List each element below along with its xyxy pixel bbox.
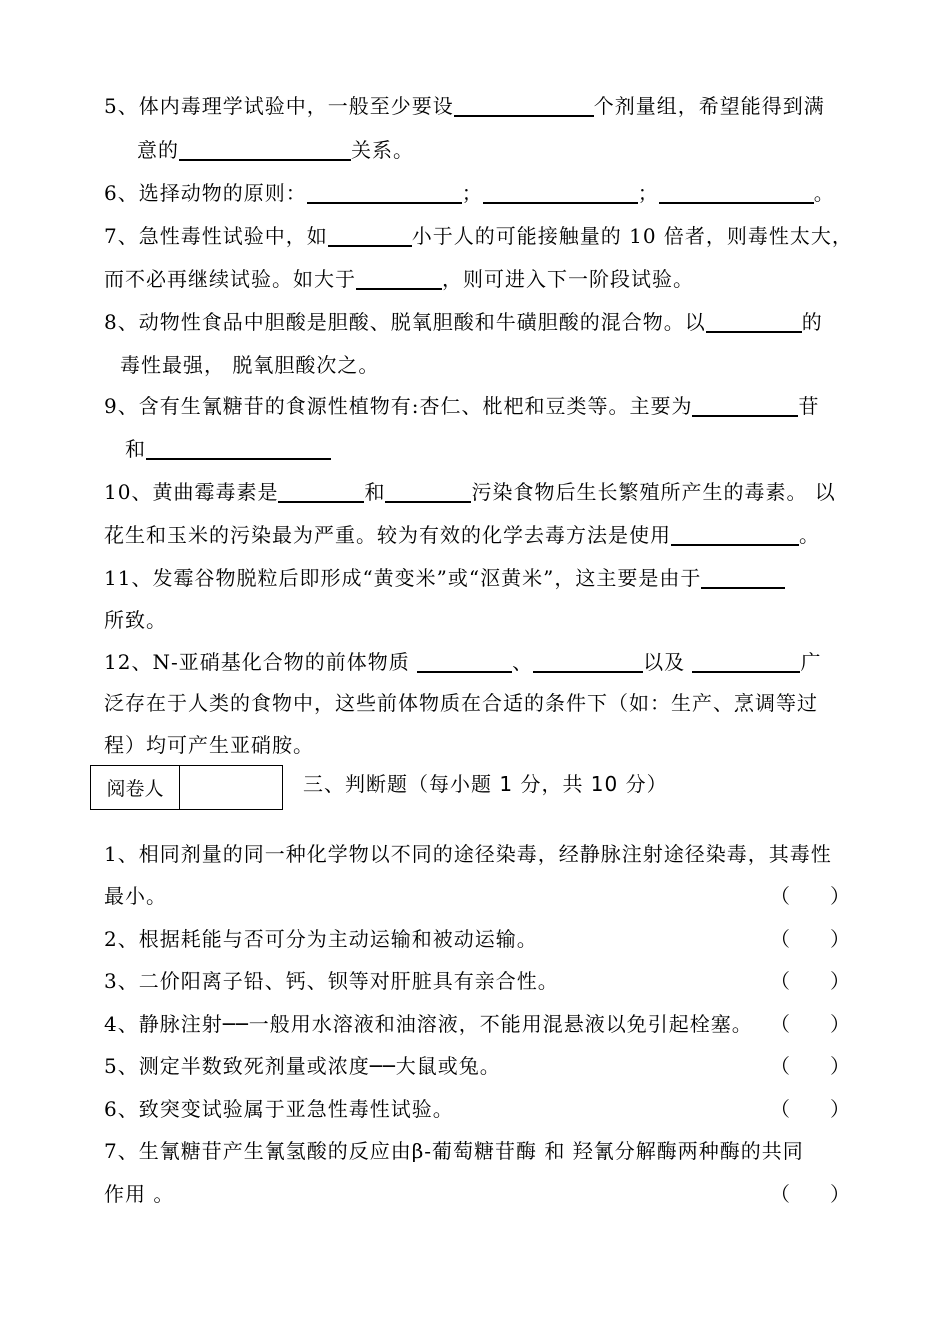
paren-close: ） [830,1182,850,1206]
q12-blank-3[interactable] [692,651,800,673]
q6-blank-3[interactable] [659,182,814,204]
q6-sep-2: ； [637,181,659,205]
judge-q2-text: 2、根据耗能与否可分为主动运输和被动运输。 [104,927,538,951]
q10-blank-1[interactable] [278,481,364,503]
q10-text-d: 花生和玉米的污染最为严重。较为有效的化学去毒方法是使用 [104,523,671,547]
q10-text-a: 10、黄曲霉毒素是 [104,480,279,504]
q9-blank-2[interactable] [146,438,331,460]
q6-line1 [104,179,835,207]
q8-line2 [120,351,379,379]
paren-open: （ [770,1182,790,1206]
paren-open: （ [770,1054,790,1078]
q7-blank-1[interactable] [328,225,412,247]
paren-close: ） [830,1097,850,1121]
q10-text-c: 污染食物后生长繁殖所产生的毒素。 以 [471,480,836,504]
judge-q1-text-b: 最小。 [104,884,167,908]
q5-text-b: 个剂量组，希望能得到满 [593,94,825,118]
q12-text-e: 泛存在于人类的食物中，这些前体物质在合适的条件下（如：生产、烹调等过 [104,691,818,715]
q7-line1 [104,222,853,250]
judge-q4-text: 4、静脉注射──一般用水溶液和油溶液，不能用混悬液以免引起栓塞。 [104,1012,753,1036]
q7-text-a: 7、急性毒性试验中，如 [104,224,328,248]
q8-text-c: 毒性最强， 脱氧胆酸次之。 [120,353,380,377]
q7-text-d: ，则可进入下一阶段试验。 [442,267,694,291]
q10-blank-3[interactable] [671,524,799,546]
q9-line2 [125,435,331,463]
q5-text-c: 意的 [137,138,179,162]
q8-text-a: 8、动物性食品中胆酸是胆酸、脱氧胆酸和牛磺胆酸的混合物。以 [104,310,706,334]
q12-line2 [104,689,818,717]
q11-line2 [104,606,167,634]
q11-blank-1[interactable] [701,567,785,589]
q12-text-f: 程）均可产生亚硝胺。 [104,733,314,757]
q10-line1 [104,478,836,506]
q5-line1 [104,92,825,120]
q8-line1 [104,308,823,336]
judge-q1-text-a: 1、相同剂量的同一种化学物以不同的途径染毒，经静脉注射途径染毒，其毒性 [104,842,832,866]
q11-text-a: 11、发霉谷物脱粒后即形成“黄变米”或“沤黄米”，这主要是由于 [104,566,702,590]
reviewer-label: 阅卷人 [91,766,180,809]
q9-text-b: 苷 [798,394,820,418]
paren-open: （ [770,884,790,908]
q12-text-c: 以及 [643,650,693,674]
q12-text-b: 、 [512,650,534,674]
q6-end: 。 [813,181,835,205]
paren-open: （ [770,927,790,951]
q12-blank-2[interactable] [533,651,643,673]
q7-line2 [104,265,694,293]
judge-q7-line1 [104,1137,804,1165]
q9-blank-1[interactable] [692,395,798,417]
paren-open: （ [770,1012,790,1036]
q11-text-b: 所致。 [104,608,167,632]
paren-close: ） [830,927,850,951]
q5-blank-2[interactable] [179,139,351,161]
q8-text-b: 的 [801,310,823,334]
q12-text-d: 广 [800,650,822,674]
judge-q5-text: 5、测定半数致死剂量或浓度──大鼠或兔。 [104,1054,501,1078]
paren-open: （ [770,1097,790,1121]
q10-blank-2[interactable] [385,481,471,503]
paren-open: （ [770,969,790,993]
judge-q1-line2 [104,882,167,910]
q7-text-b: 小于人的可能接触量的 10 倍者，则毒性太大， [411,224,853,248]
judge-q1-line1 [104,840,832,868]
judge-q5-line [104,1052,501,1080]
reviewer-signature-cell[interactable] [180,766,282,809]
judge-q3-line [104,967,559,995]
q8-blank-1[interactable] [706,311,802,333]
q10-text-b: 和 [364,480,386,504]
judge-q6-answer[interactable] [770,1095,850,1123]
section-title: 三、判断题（每小题 1 分，共 10 分） [303,772,668,796]
q12-text-a: 12、N-亚硝基化合物的前体物质 [104,650,418,674]
q7-blank-2[interactable] [356,268,442,290]
q5-blank-1[interactable] [454,95,594,117]
q6-blank-2[interactable] [483,182,638,204]
judge-q5-answer[interactable] [770,1052,850,1080]
q5-text-a: 5、体内毒理学试验中，一般至少要设 [104,94,454,118]
q6-sep-1: ； [461,181,483,205]
judge-q7-text-a: 7、生氰糖苷产生氰氢酸的反应由β-葡萄糖苷酶 和 羟氰分解酶两种酶的共同 [104,1139,804,1163]
judge-q7-answer[interactable] [770,1180,850,1208]
q9-text-c: 和 [125,437,146,461]
q9-line1 [104,392,819,420]
paren-close: ） [830,969,850,993]
judge-q1-answer[interactable] [770,882,850,910]
reviewer-box [90,765,283,810]
q5-line2 [137,136,414,164]
judge-q3-answer[interactable] [770,967,850,995]
q11-line1 [104,564,785,592]
q5-text-d: 关系。 [351,138,414,162]
q10-text-e: 。 [799,523,820,547]
judge-q6-text: 6、致突变试验属于亚急性毒性试验。 [104,1097,454,1121]
q12-line3 [104,731,314,759]
judge-q7-text-b: 作用 。 [104,1182,175,1206]
judge-q2-answer[interactable] [770,925,850,953]
q6-blank-1[interactable] [307,182,462,204]
q7-text-c: 而不必再继续试验。如大于 [104,267,356,291]
q12-line1 [104,648,821,676]
paren-close: ） [830,884,850,908]
judge-q3-text: 3、二价阳离子铅、钙、钡等对肝脏具有亲合性。 [104,969,559,993]
q12-blank-1[interactable] [417,651,512,673]
judge-q4-line [104,1010,753,1038]
q10-line2 [104,521,820,549]
paren-close: ） [830,1012,850,1036]
judge-q2-line [104,925,538,953]
paren-close: ） [830,1054,850,1078]
judge-q7-line2 [104,1180,174,1208]
judge-q4-answer[interactable] [770,1010,850,1038]
judge-q6-line [104,1095,454,1123]
q9-text-a: 9、含有生氰糖苷的食源性植物有:杏仁、枇杷和豆类等。主要为 [104,394,693,418]
q6-text-a: 6、选择动物的原则： [104,181,307,205]
